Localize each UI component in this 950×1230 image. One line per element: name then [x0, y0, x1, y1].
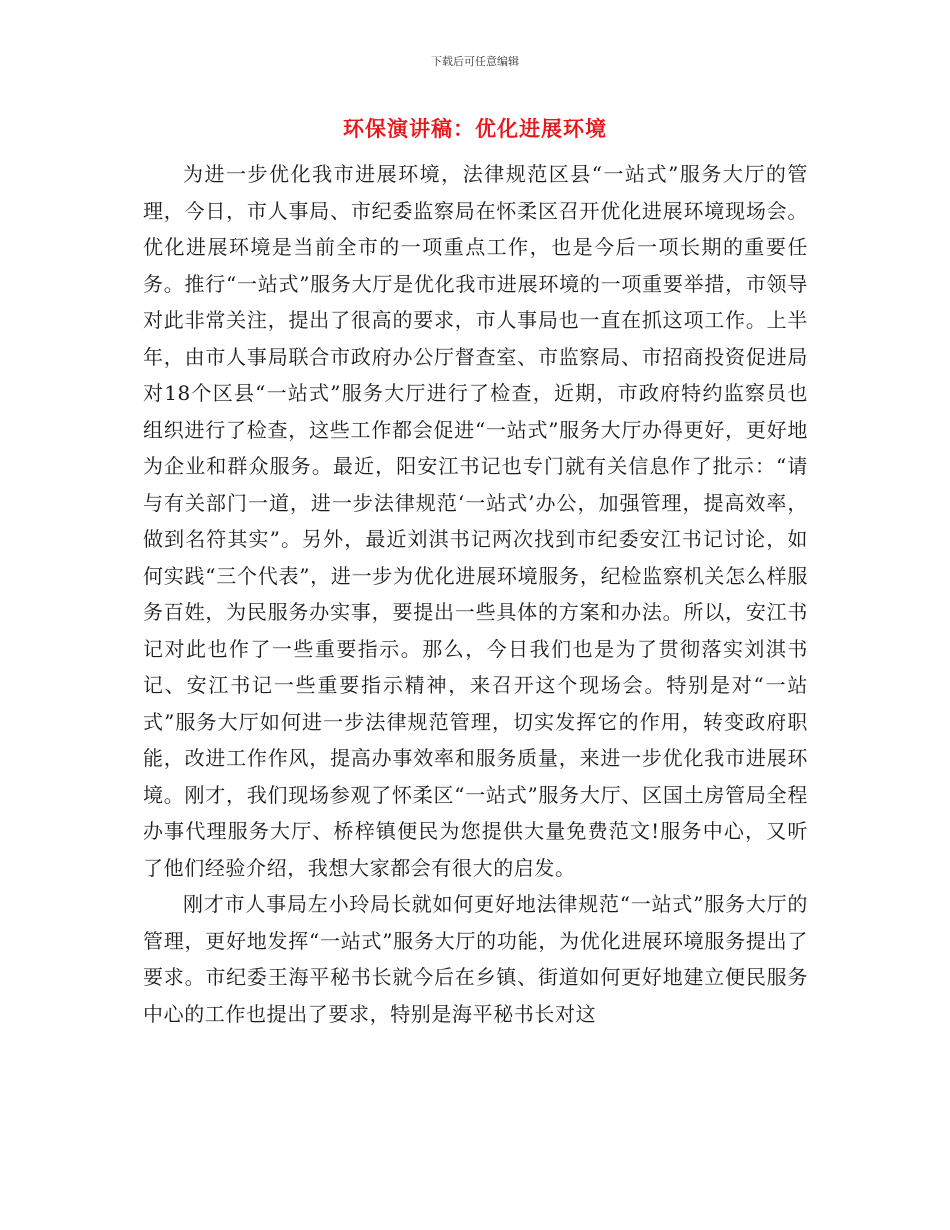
header-note: 下载后可任意编辑 [431, 55, 519, 68]
document-title: 环保演讲稿：优化进展环境 [343, 117, 607, 141]
paragraph: 刚才市人事局左小玲局长就如何更好地法律规范“一站式”服务大厅的管理，更好地发挥“一站式”服务大厅的功能，为优化进展环境服务提出了要求。市纪委王海平秘书长就今后在乡镇、街道如何更好地建立便民服务中心的工作也提出了要求，特别是海平秘书长对这 [143, 892, 808, 1026]
paragraph: 为进一步优化我市进展环境，法律规范区县“一站式”服务大厅的管理，今日，市人事局、市纪委监察局在怀柔区召开优化进展环境现场会。优化进展环境是当前全市的一项重点工作，也是今后一项长期的重要任务。推行“一站式”服务大厅是优化我市进展环境的一项重要举措，市领导对此非常关注，提出了很高的要求，市人事局也一直在抓这项工作。上半年，由市人事局联合市政府办公厅督查室、市监察局、市招商投资促进局对18个区县“一站式”服务大厅进行了检查，近期，市政府特约监察员也组织进行了检查，这些工作都会促进“一站式”服务大厅办得更好，更好地为企业和群众服务。最近，阳安江书记也专门就有关信息作了批示：“请与有关部门一道，进一步法律规范‘一站式’办公，加强管理，提高效率，做到名符其实”。另外，最近刘淇书记两次找到市纪委安江书记讨论，如何实践“三个代表”，进一步为优化进展环境服务，纪检监察机关怎么样服务百姓，为民服务办实事，要提出一些具体的方案和办法。所以，安江书记对此也作了一些重要指示。那么，今日我们也是为了贯彻落实刘淇书记、安江书记一些重要指示精神，来召开这个现场会。特别是对“一站式”服务大厅如何进一步法律规范管理，切实发挥它的作用，转变政府职能，改进工作作风，提高办事效率和服务质量，来进一步优化我市进展环境。刚才，我们现场参观了怀柔区“一站式”服务大厅、区国土房管局全程办事代理服务大厅、桥梓镇便民为您提供大量免费范文!服务中心，又听了他们经验介绍，我想大家都会有很大的启发。 [143, 162, 808, 880]
document-body [143, 156, 808, 1032]
